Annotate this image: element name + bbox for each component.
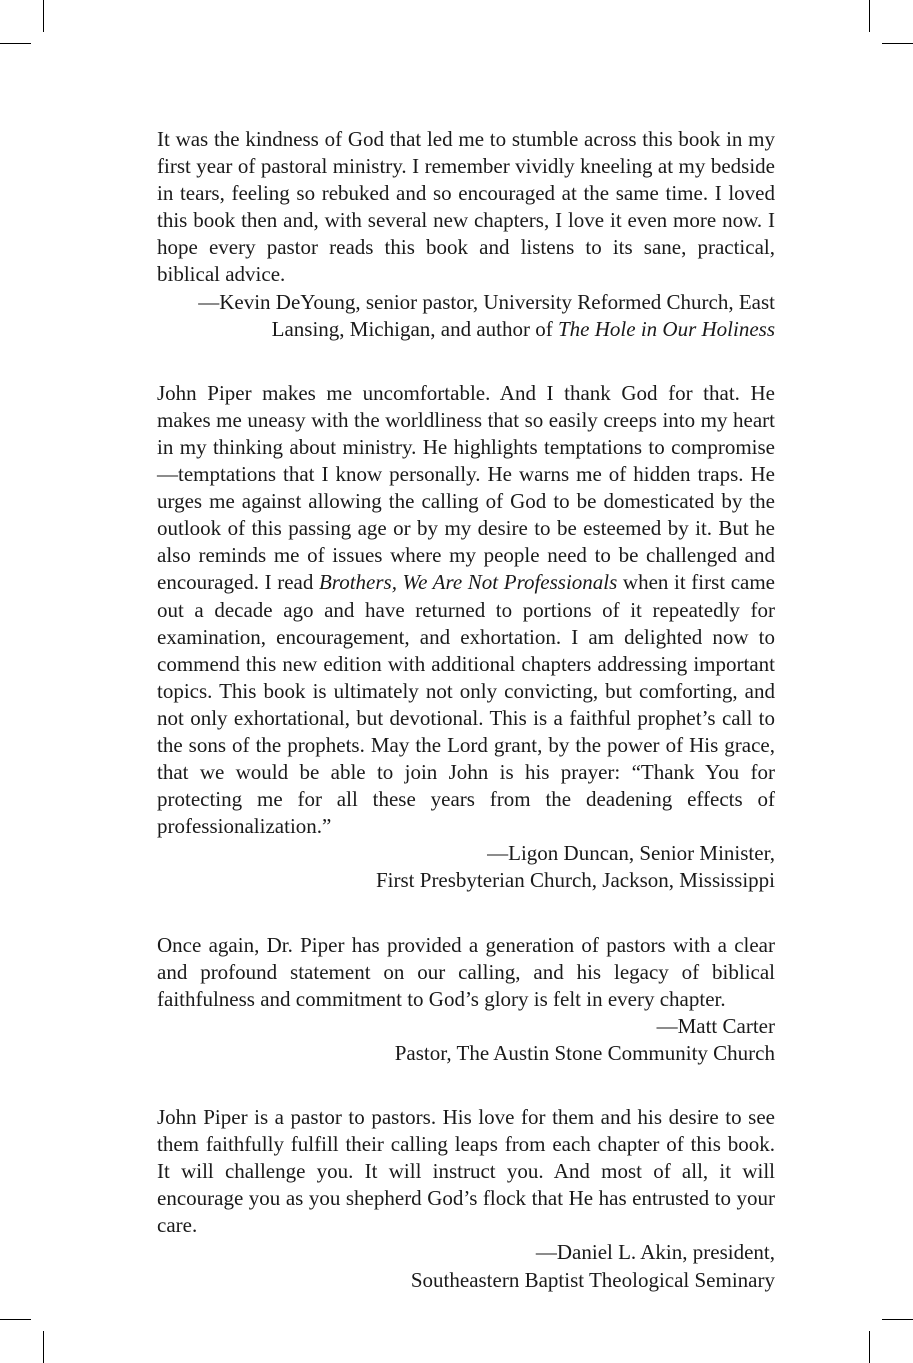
endorsement-attribution (157, 840, 775, 894)
attribution-line: First Presbyterian Church, Jackson, Mississippi (376, 868, 775, 893)
crop-mark-top-left-horizontal (0, 43, 31, 44)
endorsement-text: John Piper is a pastor to pastors. His love for them and his desire to see them faithfully fulfill their calling leaps from each chapter of this book. It will challenge you. It will instruct you. And most of all, it will encourage you as you shepherd God’s flock that He has entrusted to your care. (157, 1105, 775, 1238)
endorsement-text-part: John Piper makes me uncomfortable. And I thank God for that. He makes me uneasy with the worldliness that so easily creeps into my heart in my thinking about ministry. He highlights temptations to compromise—temptations that I know personally. He warns me of hidden traps. He urges me against allowing the calling of God to be domesticated by the outlook of this passing age or by my desire to be esteemed by it. But he also reminds me of issues where my people need to be challenged and encouraged. I read (157, 380, 775, 595)
book-title: The Hole in Our Holiness (558, 316, 775, 341)
endorsement-akin (157, 1104, 775, 1294)
crop-mark-top-right-vertical (869, 0, 870, 32)
attribution-line: —Ligon Duncan, Senior Minister, (487, 841, 775, 866)
crop-mark-bottom-left-vertical (43, 1331, 44, 1363)
crop-mark-top-left-vertical (43, 0, 44, 32)
attribution-line-text: Lansing, Michigan, and author of (271, 316, 558, 341)
endorsements-column (157, 126, 775, 1326)
book-title: Brothers, We Are Not Professionals (318, 570, 618, 595)
attribution-line: Pastor, The Austin Stone Community Church (394, 1040, 775, 1065)
crop-mark-bottom-left-horizontal (0, 1319, 31, 1320)
attribution-line: —Daniel L. Akin, president, (535, 1240, 775, 1265)
endorsement-carter (157, 932, 775, 1067)
endorsement-text-part: when it first came out a decade ago and have returned to portions of it repeatedly for examination, encouragement, and exhortation. I am delighted now to commend this new edition with additional chapters addressing important topics. This book is ultimately not only convicting, but comforting, and not only exhortational, but devotional. This is a faithful prophet’s call to the sons of the prophets. May the Lord grant, by the power of His grace, that we would be able to join John is his prayer: “Thank You for protecting me for all these years from the deadening effects of professionalization.” (157, 570, 776, 839)
endorsement-duncan (157, 380, 775, 895)
endorsement-text (157, 380, 775, 841)
endorsement-attribution (157, 1013, 775, 1067)
attribution-line: —Kevin DeYoung, senior pastor, University Reformed Church, East (198, 289, 775, 314)
endorsement-attribution (157, 289, 775, 343)
crop-mark-bottom-right-vertical (869, 1331, 870, 1363)
attribution-line (157, 316, 775, 343)
endorsement-attribution (157, 1239, 775, 1293)
attribution-line: Southeastern Baptist Theological Seminary (410, 1267, 775, 1292)
crop-mark-top-right-horizontal (882, 43, 913, 44)
crop-mark-bottom-right-horizontal (882, 1319, 913, 1320)
endorsement-text: Once again, Dr. Piper has provided a generation of pastors with a clear and profound statement on our calling, and his legacy of biblical faithfulness and commitment to God’s glory is felt in every chapter. (157, 932, 775, 1011)
endorsement-deyoung (157, 126, 775, 343)
attribution-line: —Matt Carter (656, 1013, 775, 1038)
endorsement-text: It was the kindness of God that led me to stumble across this book in my first year of pastoral ministry. I remember vividly kneeling at my bedside in tears, feeling so rebuked and so encouraged at the same time. I loved this book then and, with several new chapters, I love it even more now. I hope every pastor reads this book and listens to its sane, practical, biblical advice. (157, 127, 775, 287)
